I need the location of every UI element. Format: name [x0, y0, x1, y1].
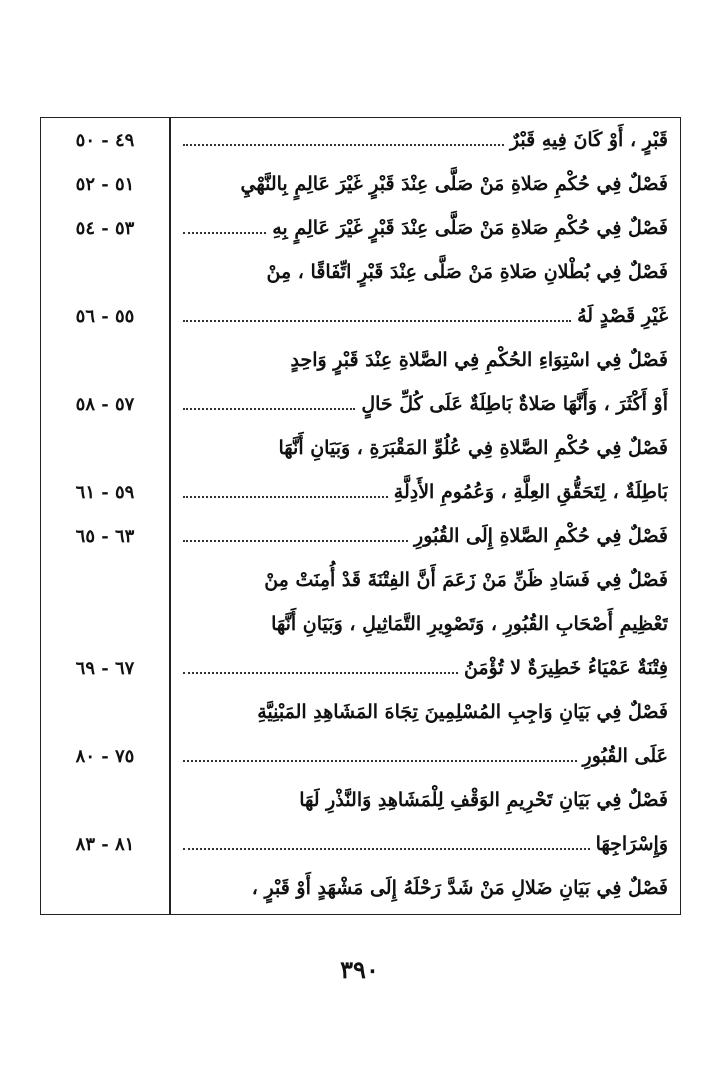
dot-leader: [183, 848, 590, 850]
toc-entry-title: [181, 646, 668, 690]
dot-leader: [183, 144, 504, 146]
toc-row: [41, 338, 680, 382]
toc-entry-title: [181, 690, 668, 734]
dot-leader: [183, 408, 355, 410]
toc-page-range: ٥٧ - ٥٨: [75, 393, 135, 415]
toc-row: [41, 206, 680, 250]
toc-row: [41, 118, 680, 162]
toc-row: [41, 734, 680, 778]
dot-leader: [183, 320, 571, 322]
toc-entry-text: فَصْلٌ فِي بُطْلانِ صَلاةِ مَنْ صَلَّى عِنْدَ قَبْرٍ اتِّفَاقًا ، مِنْ: [266, 261, 668, 283]
toc-entry-text: بَاطِلَةٌ ، لِتَحَقُّقِ العِلَّةِ ، وَعُمُومِ الأَدِلَّةِ: [393, 481, 668, 503]
toc-page-range: ٦٣ - ٦٥: [75, 525, 135, 547]
toc-entry-title: [181, 734, 668, 778]
toc-row: [41, 382, 680, 426]
toc-entry-text: فَصْلٌ فِي حُكْمِ صَلاةِ مَنْ صَلَّى عِنْدَ قَبْرٍ غَيْرَ عَالِمٍ بِالنَّهْيِ: [240, 173, 668, 195]
toc-entry-text: فَصْلٌ فِي اسْتِوَاءِ الحُكْمِ فِي الصَّلاةِ عِنْدَ قَبْرٍ وَاحِدٍ: [290, 349, 668, 371]
dot-leader: [183, 232, 266, 234]
toc-entry-title: [181, 382, 668, 426]
toc-entry-title: [181, 514, 668, 558]
toc-entry-text: فَصْلٌ فِي حُكْمِ الصَّلاةِ إِلَى القُبُورِ: [414, 525, 668, 547]
toc-entry-title: [181, 206, 668, 250]
toc-page-range: ٦٧ - ٦٩: [75, 657, 135, 679]
toc-entry-title: [181, 294, 668, 338]
toc-entry-title: [181, 778, 668, 822]
toc-page-range: ٥١ - ٥٢: [75, 173, 135, 195]
toc-entry-text: تَعْظِيمِ أَصْحَابِ القُبُورِ ، وَتَصْوِيرِ التَّمَاثِيلِ ، وَبَيَانِ أَنَّهَا: [271, 613, 668, 635]
toc-page-range: ٨١ - ٨٣: [75, 833, 135, 855]
toc-row: [41, 602, 680, 646]
toc-page-range: [41, 426, 169, 470]
page-number: ٣٩٠: [340, 955, 379, 984]
toc-row: [41, 250, 680, 294]
toc-entry-title: [181, 470, 668, 514]
toc-entry-text: فَصْلٌ فِي حُكْمِ الصَّلاةِ فِي عُلُوِّ المَقْبَرَةِ ، وَبَيَانِ أَنَّهَا: [278, 437, 668, 459]
toc-page-range: [41, 338, 169, 382]
toc-entry-title: [181, 162, 668, 206]
toc-page-range: [41, 866, 169, 910]
toc-page-range: [41, 250, 169, 294]
toc-page-range: ٥٣ - ٥٤: [75, 217, 135, 239]
toc-row: [41, 558, 680, 602]
toc-entry-title: [181, 558, 668, 602]
toc-row: [41, 822, 680, 866]
toc-entry-title: [181, 602, 668, 646]
toc-row: [41, 426, 680, 470]
toc-page-range: ٥٩ - ٦١: [75, 481, 135, 503]
toc-row: [41, 866, 680, 910]
toc-entry-title: [181, 338, 668, 382]
toc-row: [41, 778, 680, 822]
toc-page-range: ٥٥ - ٥٦: [75, 305, 135, 327]
toc-page-range: ٧٥ - ٨٠: [75, 745, 135, 767]
toc-row: [41, 690, 680, 734]
toc-entry-text: فِتْنَةٌ عَمْيَاءُ خَطِيرَةٌ لا تُؤْمَنُ: [463, 657, 668, 679]
toc-page-range: [41, 690, 169, 734]
toc-entry-text: عَلَى القُبُورِ: [582, 745, 668, 767]
toc-entry-title: [181, 822, 668, 866]
toc-page-range: ٤٩ - ٥٠: [75, 129, 135, 151]
toc-entry-title: [181, 866, 668, 910]
toc-entry-text: أَوْ أَكْثَرَ ، وَأَنَّهَا صَلاةٌ بَاطِلَةٌ عَلَى كُلِّ حَالٍ: [361, 393, 668, 415]
toc-entry-text: وَإِسْرَاجِهَا: [595, 833, 668, 855]
toc-entry-text: فَصْلٌ فِي حُكْمِ صَلاةِ مَنْ صَلَّى عِنْدَ قَبْرٍ غَيْرَ عَالِمٍ بِهِ: [272, 217, 668, 239]
toc-entry-title: [181, 250, 668, 294]
toc-page-range: [41, 778, 169, 822]
toc-page-range: [41, 558, 169, 602]
toc-entry-text: غَيْرِ قَصْدٍ لَهُ: [577, 305, 668, 327]
toc-entry-text: فَصْلٌ فِي بَيَانِ ضَلالِ مَنْ شَدَّ رَحْلَهُ إِلَى مَشْهَدٍ أَوْ قَبْرٍ ،: [251, 877, 668, 899]
toc-entry-title: [181, 118, 668, 162]
dot-leader: [183, 672, 458, 674]
toc-entry-text: قَبْرٍ ، أَوْ كَانَ فِيهِ قَبْرٌ: [509, 129, 668, 151]
toc-entry-text: فَصْلٌ فِي بَيَانِ تَحْرِيمِ الوَقْفِ لِلْمَشَاهِدِ وَالنَّذْرِ لَهَا: [299, 789, 668, 811]
dot-leader: [183, 496, 388, 498]
toc-entry-text: فَصْلٌ فِي بَيَانِ وَاجِبِ المُسْلِمِينَ تِجَاهَ المَشَاهِدِ المَبْنِيَّةِ: [257, 701, 668, 723]
toc-page-range: [41, 602, 169, 646]
dot-leader: [183, 540, 408, 542]
toc-row: [41, 294, 680, 338]
toc-entry-title: [181, 426, 668, 470]
toc-row: [41, 470, 680, 514]
toc-row: [41, 514, 680, 558]
dot-leader: [183, 760, 577, 762]
toc-entry-text: فَصْلٌ فِي فَسَادِ ظَنِّ مَنْ زَعَمَ أَنَّ الفِتْنَةَ قَدْ أُمِنَتْ مِنْ: [264, 569, 668, 591]
toc-row: [41, 162, 680, 206]
toc-row: [41, 646, 680, 690]
table-of-contents-frame: [40, 117, 681, 915]
